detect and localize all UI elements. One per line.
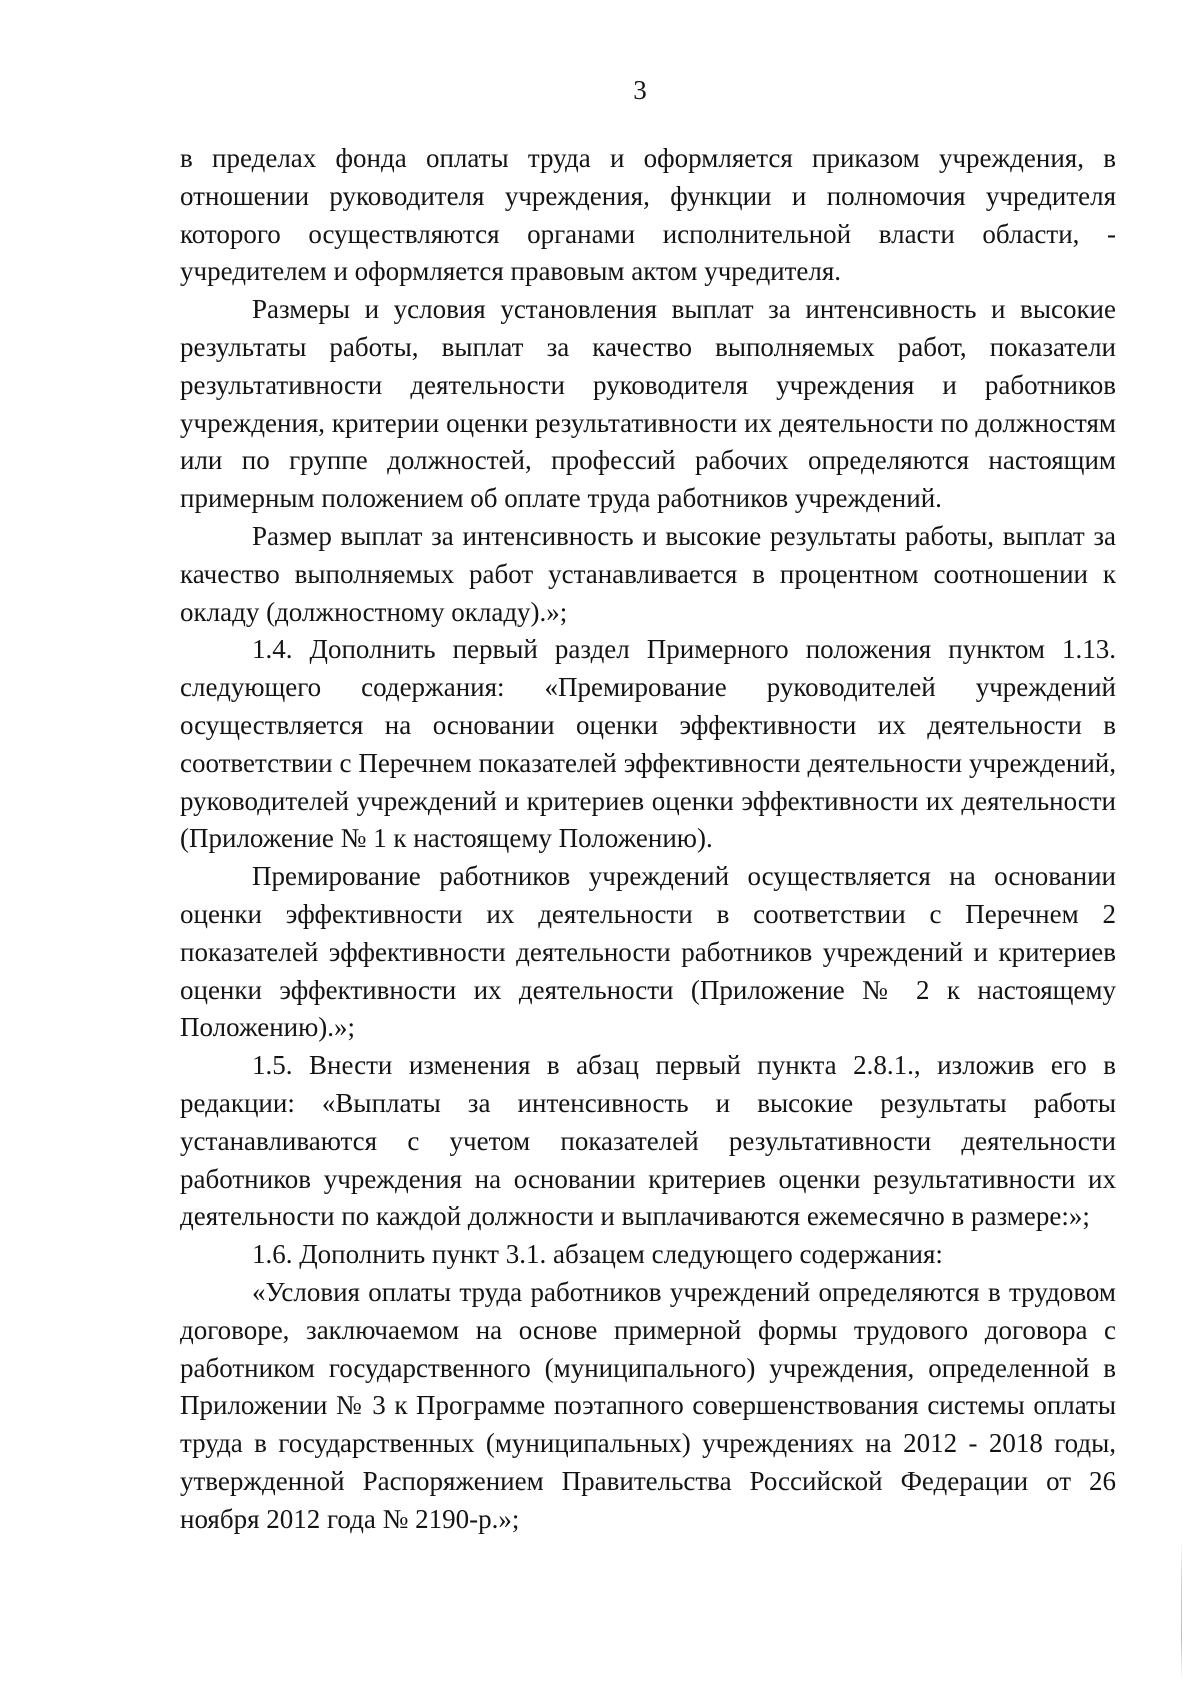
scan-edge-mark bbox=[1181, 1540, 1182, 1680]
paragraph-item-1-5: 1.5. Внести изменения в абзац первый пункта 2.8.1., изложив его в редакции: «Выплаты за интенсивность и высокие результаты работы устанавливаются с учетом показателей результативности деятельности работников учреждения на основании критериев оценки результативности их деятельности по каждой должности и выплачиваются ежемесячно в размере:»; bbox=[180, 1050, 1116, 1232]
paragraph-item-1-6: 1.6. Дополнить пункт 3.1. абзацем следующего содержания: bbox=[252, 1239, 943, 1270]
paragraph-item-1-4: 1.4. Дополнить первый раздел Примерного положения пунктом 1.13. следующего содержания: «Премирование руководителей учреждений осуществляется на основании оценки эффективности их деятельности в соответствии с Перечнем показателей эффективности деятельности учреждений, руководителей учреждений и критериев оценки эффективности их деятельности (Приложение № 1 к настоящему Положению). bbox=[180, 634, 1116, 854]
paragraph-payment-size: Размер выплат за интенсивность и высокие результаты работы, выплат за качество выполняемых работ устанавливается в процентном соотношении к окладу (должностному окладу).»; bbox=[180, 520, 1116, 627]
page-number: 3 bbox=[633, 75, 647, 105]
paragraph-employee-bonus: Премирование работников учреждений осуществляется на основании оценки эффективности их деятельности в соответствии с Перечнем 2 показателей эффективности деятельности работников учреждений и критериев оценки эффективности их деятельности (Приложение № 2 к настоящему Положению).»; bbox=[180, 861, 1116, 1043]
document-body bbox=[180, 140, 1116, 1538]
paragraph-continuation: в пределах фонда оплаты труда и оформляется приказом учреждения, в отношении руководителя учреждения, функции и полномочия учредителя которого осуществляются органами исполнительной власти области, - учредителем и оформляется правовым актом учредителя. bbox=[180, 143, 1116, 287]
paragraph-labor-conditions: «Условия оплаты труда работников учреждений определяются в трудовом договоре, заключаемом на основе примерной формы трудового договора с работником государственного (муниципального) учреждения, определенной в Приложении № 3 к Программе поэтапного совершенствования системы оплаты труда в государственных (муниципальных) учреждениях на 2012 - 2018 годы, утвержденной Распоряжением Правительства Российской Федерации от 26 ноября 2012 года № 2190-р.»; bbox=[180, 1276, 1116, 1534]
paragraph-payment-conditions: Размеры и условия установления выплат за интенсивность и высокие результаты работы, выплат за качество выполняемых работ, показатели результативности деятельности руководителя учреждения и работников учреждения, критерии оценки результативности их деятельности по должностям или по группе должностей, профессий рабочих определяются настоящим примерным положением об оплате труда работников учреждений. bbox=[180, 294, 1116, 514]
